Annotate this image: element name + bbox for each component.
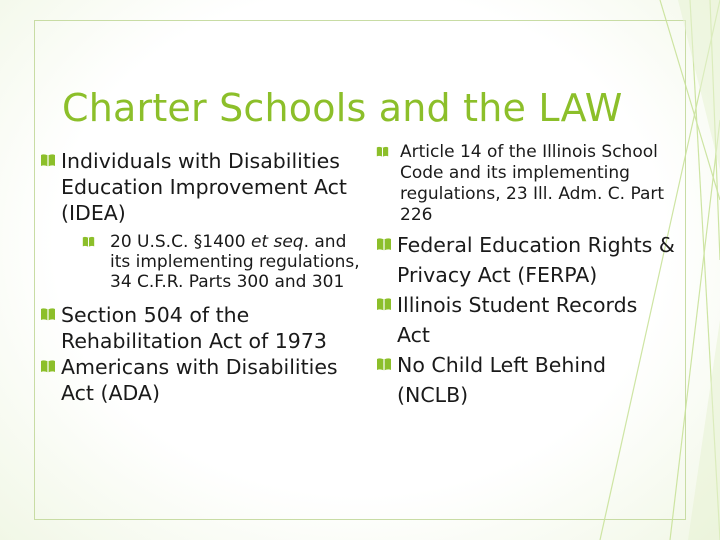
book-icon bbox=[82, 235, 95, 248]
bullet-ada bbox=[40, 354, 360, 406]
bullet-student-records bbox=[376, 290, 676, 350]
bullet-student-records-text: Illinois Student Records Act bbox=[397, 293, 638, 347]
right-column bbox=[376, 142, 676, 410]
book-icon bbox=[376, 356, 392, 372]
book-icon bbox=[40, 152, 56, 168]
sub-bullet-text-italic: et seq bbox=[250, 232, 304, 252]
bullet-article-14 bbox=[376, 142, 676, 226]
bullet-nclb bbox=[376, 350, 676, 410]
bullet-nclb-text: No Child Left Behind (NCLB) bbox=[397, 353, 607, 407]
bullet-ada-text: Americans with Disabilities Act (ADA) bbox=[61, 355, 338, 405]
slide-title: Charter Schools and the LAW bbox=[62, 86, 623, 130]
bullet-idea-text: Individuals with Disabilities Education Improvement Act (IDEA) bbox=[61, 149, 347, 225]
bullet-ferpa bbox=[376, 230, 676, 290]
book-icon bbox=[376, 236, 392, 252]
book-icon bbox=[40, 358, 56, 374]
left-column bbox=[40, 148, 360, 406]
sub-bullet-usc bbox=[82, 232, 360, 292]
book-icon bbox=[376, 296, 392, 312]
sub-bullet-text-post: . and its implementing regulations, 34 C.F.R. Parts 300 and 301 bbox=[110, 232, 360, 292]
bullet-article-14-text: Article 14 of the Illinois School Code and its implementing regulations, 23 Ill. Adm. C. Part 226 bbox=[400, 142, 665, 225]
bullet-section-504 bbox=[40, 302, 360, 354]
bullet-idea bbox=[40, 148, 360, 226]
bullet-ferpa-text: Federal Education Rights & Privacy Act (FERPA) bbox=[397, 233, 675, 287]
book-icon bbox=[376, 145, 389, 158]
bullet-section-504-text: Section 504 of the Rehabilitation Act of 1973 bbox=[61, 303, 327, 353]
book-icon bbox=[40, 306, 56, 322]
sub-bullet-text-pre: 20 U.S.C. §1400 bbox=[110, 232, 251, 252]
